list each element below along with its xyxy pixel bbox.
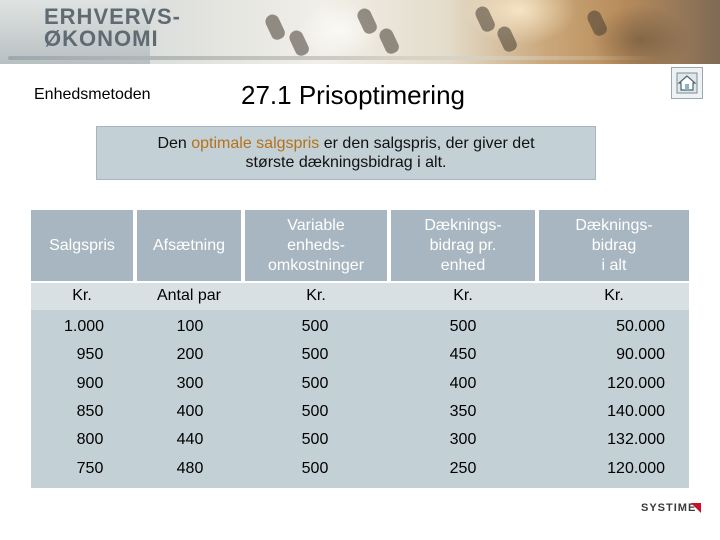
table-cell: 500 [301, 346, 329, 363]
banner-underline [8, 56, 660, 60]
table-cell: 500 [301, 431, 329, 448]
table-cell: 500 [301, 403, 329, 420]
unit-label: Kr. [453, 287, 473, 304]
table-cell: 400 [176, 403, 204, 420]
header-text: bidrag pr. [429, 237, 497, 254]
table-cell: 400 [449, 375, 477, 392]
header-daekningsbidrag-pr-enhed [391, 210, 535, 282]
header-text: enheds- [287, 237, 345, 254]
header-text: Dæknings- [424, 217, 502, 234]
systime-logo: SYSTIME [641, 502, 697, 514]
table-cell: 250 [449, 460, 477, 477]
definition-line-2: største dækningsbidrag i alt. [245, 154, 447, 171]
table-cell: 750 [76, 460, 104, 477]
column-divider [387, 210, 391, 282]
table-cell: 90.000 [616, 346, 665, 363]
table-cell: 950 [76, 346, 104, 363]
table-cell: 850 [76, 403, 104, 420]
table-cell: 100 [176, 318, 204, 335]
header-variable-omkostninger [245, 210, 387, 282]
unit-label: Kr. [72, 287, 92, 304]
brand-line-1: ERHVERVS- [44, 4, 181, 29]
table-cell: 900 [76, 375, 104, 392]
definition-line-1 [97, 134, 595, 153]
header-text: i alt [601, 257, 627, 274]
header-banner [0, 0, 720, 64]
definition-box [96, 126, 596, 180]
table-cell: 450 [449, 346, 477, 363]
table-cell: 300 [176, 375, 204, 392]
definition-text: Den [157, 135, 192, 152]
header-text: enhed [440, 257, 486, 274]
definition-text: er den salgspris, der giver det [319, 135, 535, 152]
column-divider [241, 210, 245, 282]
table-cell: 300 [449, 431, 477, 448]
header-salgspris [31, 210, 133, 282]
header-daekningsbidrag-i-alt [539, 210, 689, 282]
systime-logo-icon [691, 503, 701, 513]
header-text: omkostninger [267, 257, 365, 274]
header-text: Afsætning [152, 237, 226, 254]
header-text: bidrag [591, 237, 637, 254]
section-subtitle: Enhedsmetoden [34, 86, 151, 103]
brand-logo [44, 6, 181, 50]
definition-highlight: optimale salgspris [191, 135, 320, 152]
home-button[interactable] [671, 67, 703, 99]
table-cell: 50.000 [616, 318, 665, 335]
table-cell: 1.000 [63, 318, 105, 335]
table-cell: 500 [301, 460, 329, 477]
unit-label: Kr. [604, 287, 624, 304]
table-cell: 440 [176, 431, 204, 448]
table-cell: 132.000 [607, 431, 665, 448]
unit-label: Antal par [156, 287, 222, 304]
unit-label: Kr. [306, 287, 326, 304]
column-divider [133, 210, 137, 282]
column-divider [535, 210, 539, 282]
page-title: 27.1 Prisoptimering [241, 80, 465, 110]
table-cell: 800 [76, 431, 104, 448]
table-cell: 120.000 [607, 460, 665, 477]
header-afsaetning [137, 210, 241, 282]
table-cell: 500 [301, 375, 329, 392]
header-text: Dæknings- [575, 217, 653, 234]
brand-line-2: ØKONOMI [44, 26, 159, 51]
header-text: Salgspris [49, 237, 115, 254]
table-cell: 480 [176, 460, 204, 477]
table-cell: 140.000 [607, 403, 665, 420]
table-cell: 120.000 [607, 375, 665, 392]
home-icon [675, 71, 699, 95]
table-cell: 500 [301, 318, 329, 335]
table-cell: 200 [176, 346, 204, 363]
table-cell: 500 [449, 318, 477, 335]
header-text: Variable [287, 217, 345, 234]
table-cell: 350 [449, 403, 477, 420]
